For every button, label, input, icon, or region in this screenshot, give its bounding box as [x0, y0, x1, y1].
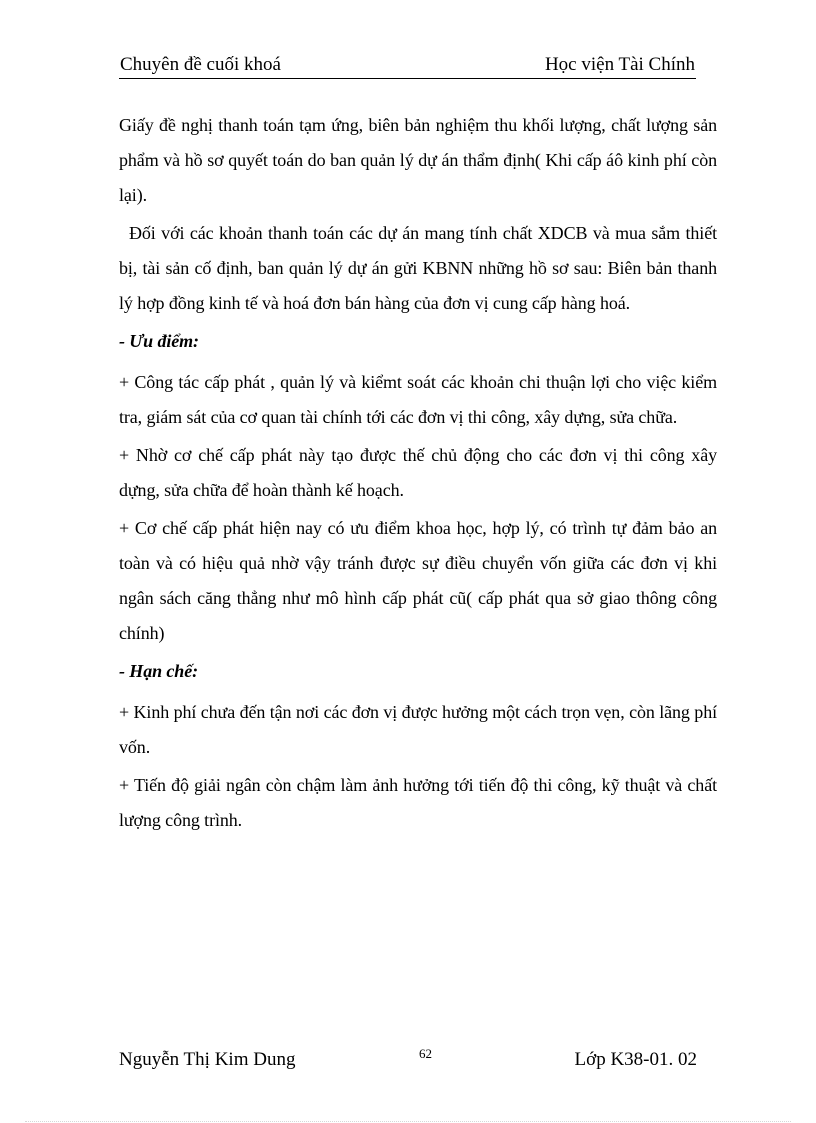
advantage-item-2: + Nhờ cơ chế cấp phát này tạo được thế chủ động cho các đơn vị thi công xây dựng, sửa chữa để hoàn thành kế hoạch. — [119, 445, 717, 500]
header-institution: Học viện Tài Chính — [544, 54, 695, 75]
page-header — [119, 52, 696, 79]
body-paragraph-xdcb: Đối với các khoản thanh toán các dự án mang tính chất XDCB và mua sắm thiết bị, tài sản cố định, ban quản lý dự án gửi KBNN những hồ sơ sau: Biên bản thanh lý hợp đồng kinh tế và hoá đơn bán hàng của đơn vị cung cấp hàng hoá. — [119, 223, 717, 313]
document-body — [119, 108, 717, 841]
limitations-heading: - Hạn chế: — [119, 661, 198, 681]
limitation-item-1: + Kinh phí chưa đến tận nơi các đơn vị được hưởng một cách trọn vẹn, còn lãng phí vốn. — [119, 702, 717, 757]
body-paragraph-intro: Giấy đề nghị thanh toán tạm ứng, biên bản nghiệm thu khối lượng, chất lượng sản phẩm và hồ sơ quyết toán do ban quản lý dự án thẩm định( Khi cấp áô kinh phí còn lại). — [119, 115, 717, 205]
page-footer — [119, 1046, 697, 1076]
page-number: 62 — [419, 1046, 432, 1061]
advantage-item-3: + Cơ chế cấp phát hiện nay có ưu điểm khoa học, hợp lý, có trình tự đảm bảo an toàn và có hiệu quả nhờ vậy tránh được sự điều chuyển vốn giữa các đơn vị khi ngân sách căng thẳng như mô hình cấp phát cũ( cấp phát qua sở giao thông công chính) — [119, 518, 717, 643]
footer-class-code: Lớp K38-01. 02 — [574, 1049, 697, 1070]
header-title: Chuyên đề cuối khoá — [120, 54, 281, 75]
advantage-item-1: + Công tác cấp phát , quản lý và kiểmt soát các khoản chi thuận lợi cho việc kiểm tra, giám sát của cơ quan tài chính tới các đơn vị thi công, xây dựng, sửa chữa. — [119, 372, 717, 427]
footer-author: Nguyễn Thị Kim Dung — [119, 1049, 296, 1070]
limitation-item-2: + Tiến độ giải ngân còn chậm làm ảnh hưởng tới tiến độ thi công, kỹ thuật và chất lượng công trình. — [119, 775, 717, 830]
advantages-heading: - Ưu điểm: — [119, 331, 199, 351]
bottom-dotted-divider — [25, 1121, 791, 1122]
